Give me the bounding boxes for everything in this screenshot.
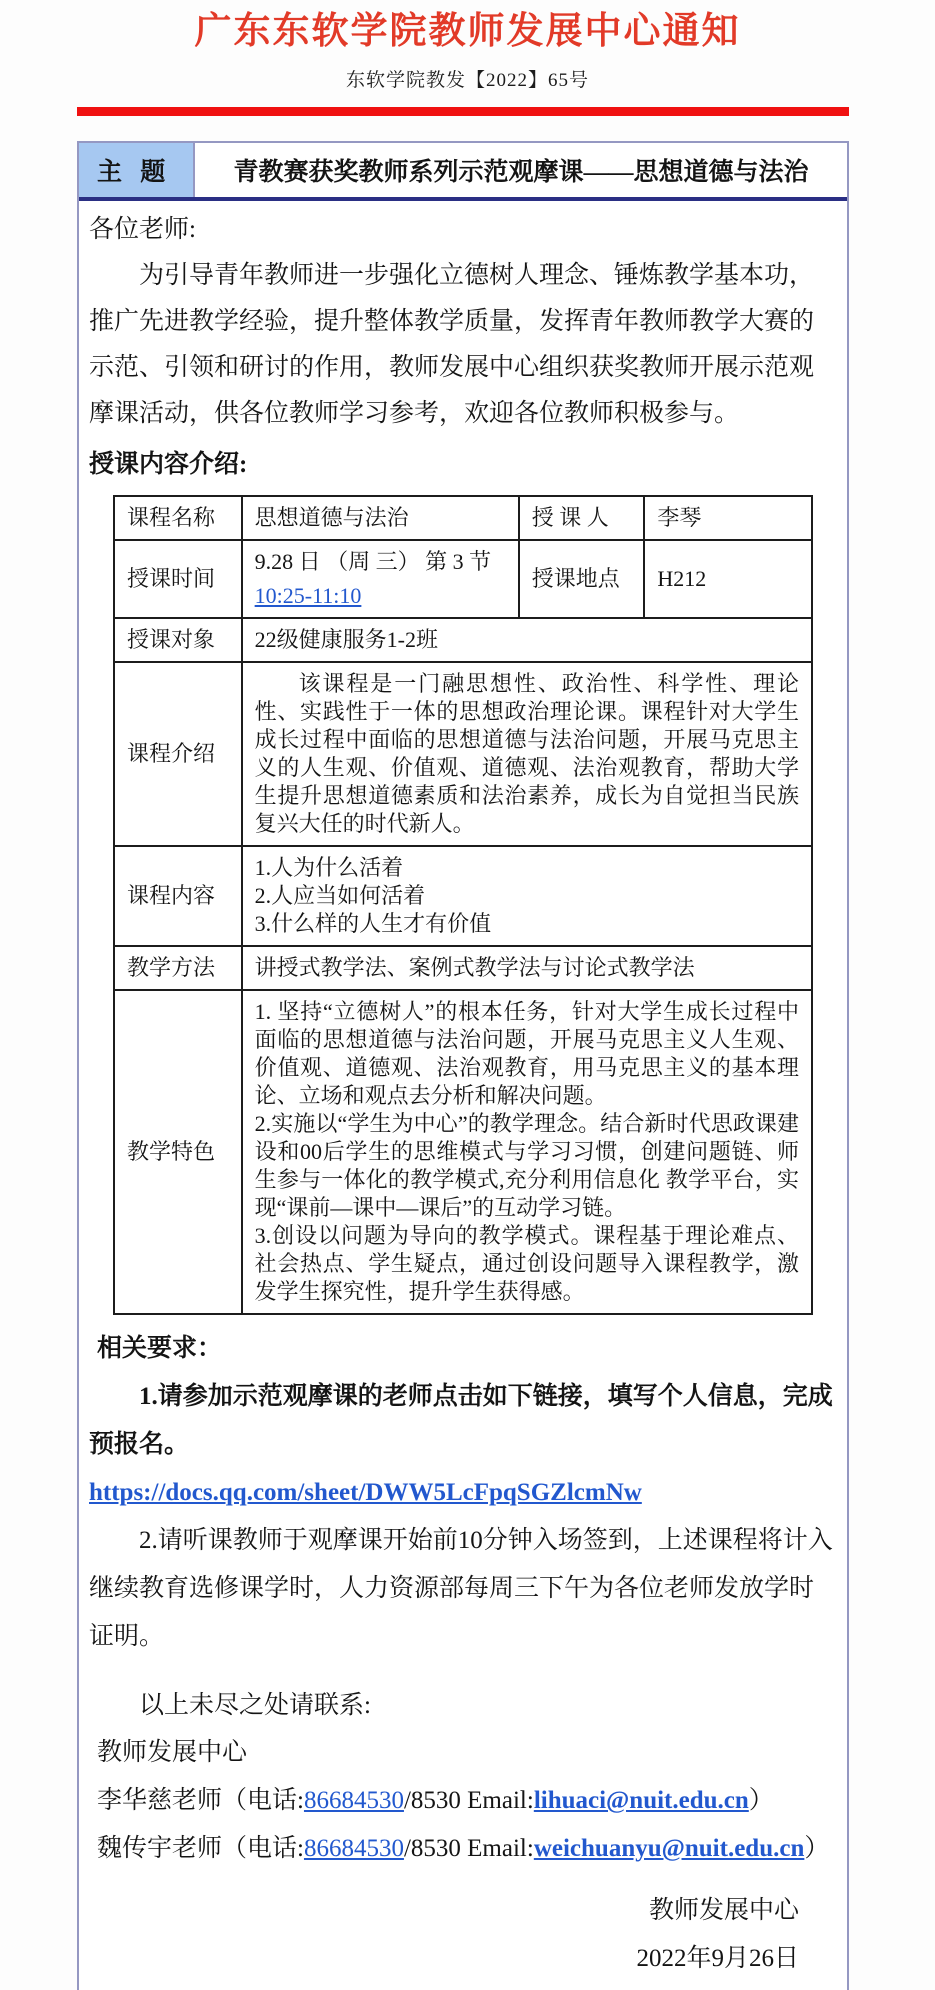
lecturer-label: 授 课 人	[519, 496, 645, 540]
course-content-item: 3.什么样的人生才有价值	[254, 911, 492, 937]
table-row	[114, 618, 812, 662]
course-content-label: 课程内容	[114, 846, 242, 946]
contact-ext-email-label: /8530 Email:	[403, 1835, 534, 1863]
signup-sheet-link[interactable]: https://docs.qq.com/sheet/DWW5LcFpqSGZlcmNw	[89, 1479, 642, 1507]
teaching-method-label: 教学方法	[114, 946, 242, 990]
teaching-method-value: 讲授式教学法、案例式教学法与讨论式教学法	[242, 946, 812, 990]
course-name-label: 课程名称	[114, 496, 242, 540]
requirements-heading: 相关要求：	[97, 1335, 223, 1363]
time-label: 授课时间	[114, 540, 242, 618]
audience-value: 22级健康服务1-2班	[242, 618, 812, 662]
table-row	[114, 990, 812, 1314]
teaching-features-list	[242, 990, 812, 1314]
time-range-link[interactable]: 10:25-11:10	[254, 583, 362, 609]
contact-suffix: ）	[804, 1835, 830, 1863]
course-content-list	[242, 846, 812, 946]
red-divider-bar	[77, 107, 849, 116]
salutation: 各位老师:	[89, 216, 196, 244]
time-value	[242, 540, 519, 618]
subject-label: 主 题	[79, 143, 195, 197]
course-name-value: 思想道德与法治	[242, 496, 519, 540]
audience-label: 授课对象	[114, 618, 242, 662]
location-value: H212	[644, 540, 812, 618]
subject-row	[79, 143, 847, 201]
document-number: 东软学院教发【2022】65号	[345, 70, 589, 92]
notice-content	[79, 201, 847, 1990]
email-link[interactable]: weichuanyu@nuit.edu.cn	[533, 1835, 805, 1863]
course-content-item: 1.人为什么活着	[254, 855, 404, 881]
course-intro-text: 该课程是一门融思想性、政治性、科学性、理论性、实践性于一体的思想政治理论课。课程针对大学生成长过程中面临的思想道德与法治问题，开展马克思主义的人生观、价值观、道德观、法治观教育，帮助大学生提升思想道德素质和法治素养，成长为自觉担当民族复兴大任的时代新人。	[242, 662, 812, 846]
course-content-item: 2.人应当如何活着	[254, 883, 426, 909]
contact-suffix: ）	[748, 1787, 774, 1815]
phone-link[interactable]: 86684530	[303, 1787, 404, 1815]
time-text: 9.28 日 （周 三） 第 3 节	[254, 549, 492, 575]
table-row	[114, 662, 812, 846]
course-intro-label: 课程介绍	[114, 662, 242, 846]
contact-name-phone-label: 李华慈老师（电话:	[97, 1787, 304, 1815]
location-label: 授课地点	[519, 540, 645, 618]
lecturer-value: 李琴	[644, 496, 812, 540]
teaching-feature-item: 2.实施以“学生为中心”的教学理念。结合新时代思政课建设和00后学生的思维模式与学习习惯，创建问题链、师生参与一体化的教学模式,充分利用信息化 教学平台，实现“课前—课中—课后”的互动学习链。	[254, 1111, 799, 1221]
phone-link[interactable]: 86684530	[303, 1835, 404, 1863]
contact-ext-email-label: /8530 Email:	[403, 1787, 534, 1815]
contact-lead-in: 以上未尽之处请联系:	[139, 1692, 371, 1720]
teaching-features-label: 教学特色	[114, 990, 242, 1314]
contact-person-1	[97, 1777, 837, 1825]
notice-body-box	[77, 141, 849, 1990]
requirement-item-2: 2.请听课教师于观摩课开始前10分钟入场签到，上述课程将计入继续教育选修课学时，人力资源部每周三下午为各位老师发放学时证明。	[89, 1527, 833, 1651]
contact-department: 教师发展中心	[97, 1739, 248, 1767]
teaching-feature-item: 3.创设以问题为导向的教学模式。课程基于理论难点、社会热点、学生疑点，通过创设问题导入课程教学，激发学生探究性，提升学生获得感。	[254, 1223, 799, 1305]
page-title: 广东东软学院教师发展中心通知	[194, 11, 741, 52]
table-row	[114, 540, 812, 618]
teaching-feature-item: 1. 坚持“立德树人”的根本任务，针对大学生成长过程中面临的思想道德与法治问题，开展马克思主义人生观、价值观、道德观、法治观教育，用马克思主义的基本理论、立场和观点去分析和解决问题。	[254, 999, 799, 1109]
requirement-item-1: 1.请参加示范观摩课的老师点击如下链接，填写个人信息，完成预报名。	[89, 1383, 833, 1459]
signature-date: 2022年9月26日	[636, 1945, 799, 1973]
table-row	[114, 496, 812, 540]
table-row	[114, 846, 812, 946]
contact-name-phone-label: 魏传宇老师（电话:	[97, 1835, 304, 1863]
signup-link-line	[89, 1469, 837, 1517]
table-row	[114, 946, 812, 990]
signature-department: 教师发展中心	[648, 1897, 799, 1925]
course-info-table	[113, 495, 813, 1315]
subject-title: 青教赛获奖教师系列示范观摩课——思想道德与法治	[233, 159, 809, 187]
contact-person-2	[97, 1825, 837, 1873]
email-link[interactable]: lihuaci@nuit.edu.cn	[533, 1787, 749, 1815]
intro-paragraph: 为引导青年教师进一步强化立德树人理念、锤炼教学基本功，推广先进教学经验，提升整体教学质量，发挥青年教师教学大赛的示范、引领和研讨的作用，教师发展中心组织获奖教师开展示范观摩课活动，供各位教师学习参考，欢迎各位教师积极参与。	[89, 262, 815, 428]
signature-block	[89, 1887, 837, 1990]
course-intro-heading: 授课内容介绍:	[89, 451, 248, 479]
